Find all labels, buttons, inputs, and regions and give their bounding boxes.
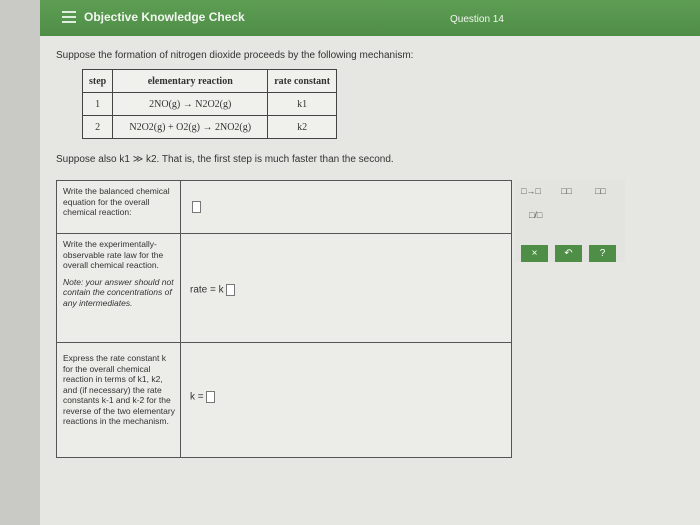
fraction-button[interactable]: □/□	[529, 210, 543, 220]
math-palette	[515, 180, 625, 262]
clear-button[interactable]: ×	[521, 245, 548, 262]
header-rate-constant: rate constant	[268, 70, 337, 93]
rate-constant: k2	[268, 116, 337, 139]
answer-input[interactable]	[192, 201, 201, 213]
step-number: 1	[83, 93, 113, 116]
prompt-text: Write the balanced chemical equation for the overall chemical reaction:	[57, 181, 181, 233]
table-row	[83, 116, 337, 139]
answer-input[interactable]	[206, 391, 215, 403]
app-title: Objective Knowledge Check	[84, 10, 245, 24]
top-bar	[40, 0, 700, 36]
prompt-text: Express the rate constant k for the overall chemical reaction in terms of k1, k2, and (if necessary) the rate constants k-1 and k-2 for the reverse of the two elementary reactions in the mechanism.	[57, 343, 181, 457]
rate-constant: k1	[268, 93, 337, 116]
menu-icon[interactable]	[62, 11, 76, 23]
answer-area[interactable]: rate = k	[190, 284, 235, 296]
prompt-block	[57, 234, 181, 342]
superscript-button[interactable]: □□	[595, 186, 606, 196]
header-reaction: elementary reaction	[113, 70, 268, 93]
help-button[interactable]: ?	[589, 245, 616, 262]
reaction-arrow-button[interactable]: □→□	[521, 186, 541, 196]
header-step: step	[83, 70, 113, 93]
question-label: Question 14	[450, 14, 504, 25]
subscript-button[interactable]: □□	[561, 186, 572, 196]
reaction: 2NO(g) → N2O2(g)	[113, 93, 268, 116]
step-number: 2	[83, 116, 113, 139]
question-row-rate-constant	[57, 343, 511, 457]
answer-input[interactable]	[226, 284, 235, 296]
answer-area[interactable]	[190, 201, 201, 213]
mechanism-table	[82, 69, 337, 139]
question-row-rate-law	[57, 234, 511, 343]
note-text: Note: your answer should not contain the concentrations of any intermediates.	[63, 276, 174, 308]
question-table	[56, 180, 512, 458]
assumption-text: Suppose also k1 ≫ k2. That is, the first step is much faster than the second.	[56, 154, 394, 165]
reaction: N2O2(g) + O2(g) → 2NO2(g)	[113, 116, 268, 139]
undo-button[interactable]: ↶	[555, 245, 582, 262]
content-panel	[40, 36, 700, 525]
table-row	[83, 93, 337, 116]
question-row-equation	[57, 181, 511, 234]
answer-area[interactable]: k =	[190, 391, 215, 403]
intro-text: Suppose the formation of nitrogen dioxide proceeds by the following mechanism:	[56, 50, 414, 61]
prompt-text: Write the experimentally-observable rate law for the overall chemical reaction.	[63, 239, 164, 270]
